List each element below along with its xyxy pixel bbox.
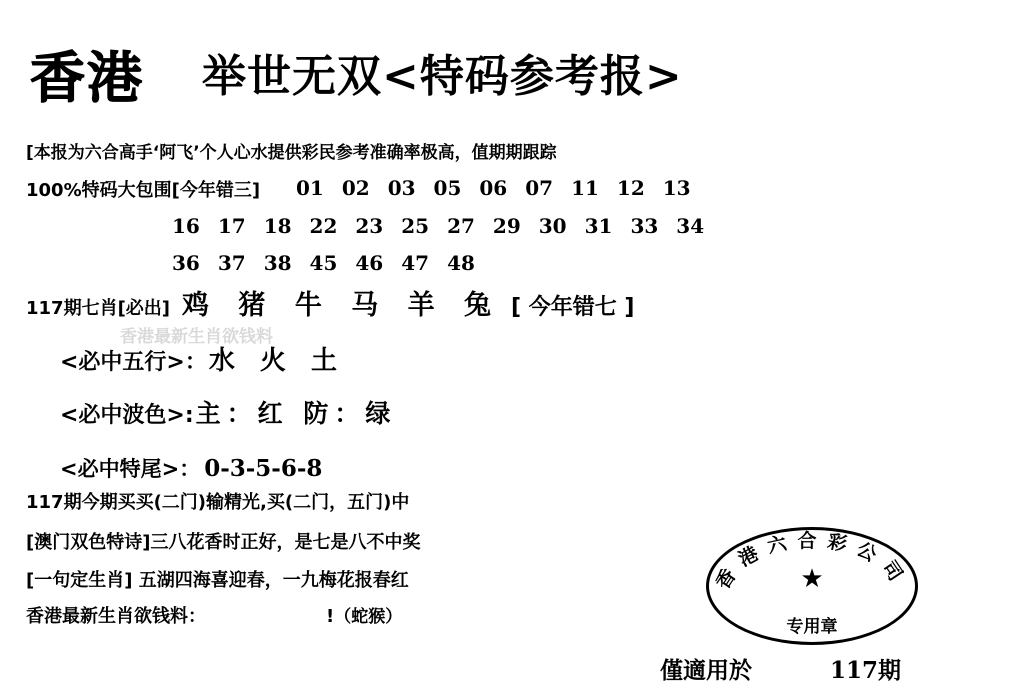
number-cell: 31 — [584, 214, 613, 238]
bose-label: <必中波色>: — [60, 403, 194, 428]
seven-zodiac-values: 鸡 猪 牛 马 羊 兔 — [182, 290, 502, 321]
package-numbers-row-1 — [296, 176, 709, 200]
seven-zodiac-label: 117期七肖[必出] — [26, 298, 171, 319]
number-cell: 25 — [401, 214, 430, 238]
number-cell: 16 — [172, 214, 200, 238]
number-cell: 36 — [172, 251, 200, 275]
latest-zodiac-answer: （蛇猴） — [334, 607, 403, 627]
page-title: 举世无双<特码参考报> — [202, 51, 683, 102]
number-cell: 05 — [433, 176, 462, 200]
wuxing-values: 水 火 土 — [208, 346, 345, 376]
package-numbers-row-2 — [172, 214, 722, 238]
number-cell: 13 — [662, 176, 691, 200]
intro-text: [本报为六合高手‘阿飞’个人心水提供彩民参考准确率极高，值期期跟踪 — [26, 143, 557, 163]
number-cell: 02 — [341, 176, 370, 200]
tewei-row — [60, 453, 322, 483]
number-cell: 48 — [447, 251, 475, 275]
star-icon: ★ — [800, 563, 824, 594]
number-cell: 30 — [538, 214, 567, 238]
package-numbers-row-3 — [172, 251, 493, 275]
number-cell: 46 — [355, 251, 384, 275]
number-cell: 12 — [616, 176, 645, 200]
title-row — [30, 44, 990, 110]
latest-zodiac-mark: ! — [326, 606, 335, 627]
bose-values: 主：红 防：绿 — [195, 399, 397, 428]
number-cell: 01 — [296, 176, 324, 200]
wuxing-label: <必中五行>： — [60, 350, 207, 375]
number-cell: 38 — [263, 251, 292, 275]
seven-zodiac-row — [26, 283, 634, 322]
number-cell: 27 — [447, 214, 475, 238]
stamp-subtext: 专用章 — [786, 616, 838, 637]
number-cell: 11 — [571, 176, 599, 200]
buy-result-line: 117期今期买买(二门)输精光,买(二门，五门)中 — [26, 492, 410, 513]
number-cell: 03 — [387, 176, 416, 200]
watermark-text: 香港最新生肖欲钱料 — [120, 327, 273, 347]
number-cell: 29 — [492, 214, 521, 238]
number-cell: 18 — [263, 214, 292, 238]
wuxing-row — [60, 340, 345, 377]
number-cell: 07 — [525, 176, 554, 200]
latest-zodiac-line — [26, 602, 402, 628]
footer-issue: 117期 — [830, 657, 902, 684]
latest-zodiac-label: 香港最新生肖欲钱料： — [26, 606, 206, 627]
official-stamp — [706, 527, 918, 645]
footer-line — [660, 652, 901, 685]
number-cell: 23 — [355, 214, 384, 238]
number-cell: 34 — [676, 214, 705, 238]
number-cell: 06 — [479, 176, 508, 200]
number-cell: 47 — [401, 251, 430, 275]
macau-poem-line: [澳门双色特诗]三八花香时正好，是七是八不中奖 — [26, 532, 421, 553]
brand-title: 香港 — [30, 44, 145, 110]
number-cell: 33 — [630, 214, 659, 238]
number-cell: 22 — [309, 214, 338, 238]
footer-applies-label: 僅適用於 — [660, 657, 752, 684]
tewei-label: <必中特尾>： — [60, 457, 201, 481]
number-cell: 45 — [309, 251, 338, 275]
stamp-arc-text: 香港六合彩公司 — [711, 530, 913, 594]
zodiac-sentence-line: [一句定生肖] 五湖四海喜迎春，一九梅花报春红 — [26, 570, 409, 591]
tewei-values: 0-3-5-6-8 — [204, 455, 323, 482]
number-cell: 37 — [217, 251, 246, 275]
bose-row — [60, 394, 396, 430]
seven-zodiac-note: [ 今年错七 ] — [511, 295, 635, 320]
number-cell: 17 — [217, 214, 246, 238]
package-label: 100%特码大包围[今年错三] — [26, 180, 261, 201]
